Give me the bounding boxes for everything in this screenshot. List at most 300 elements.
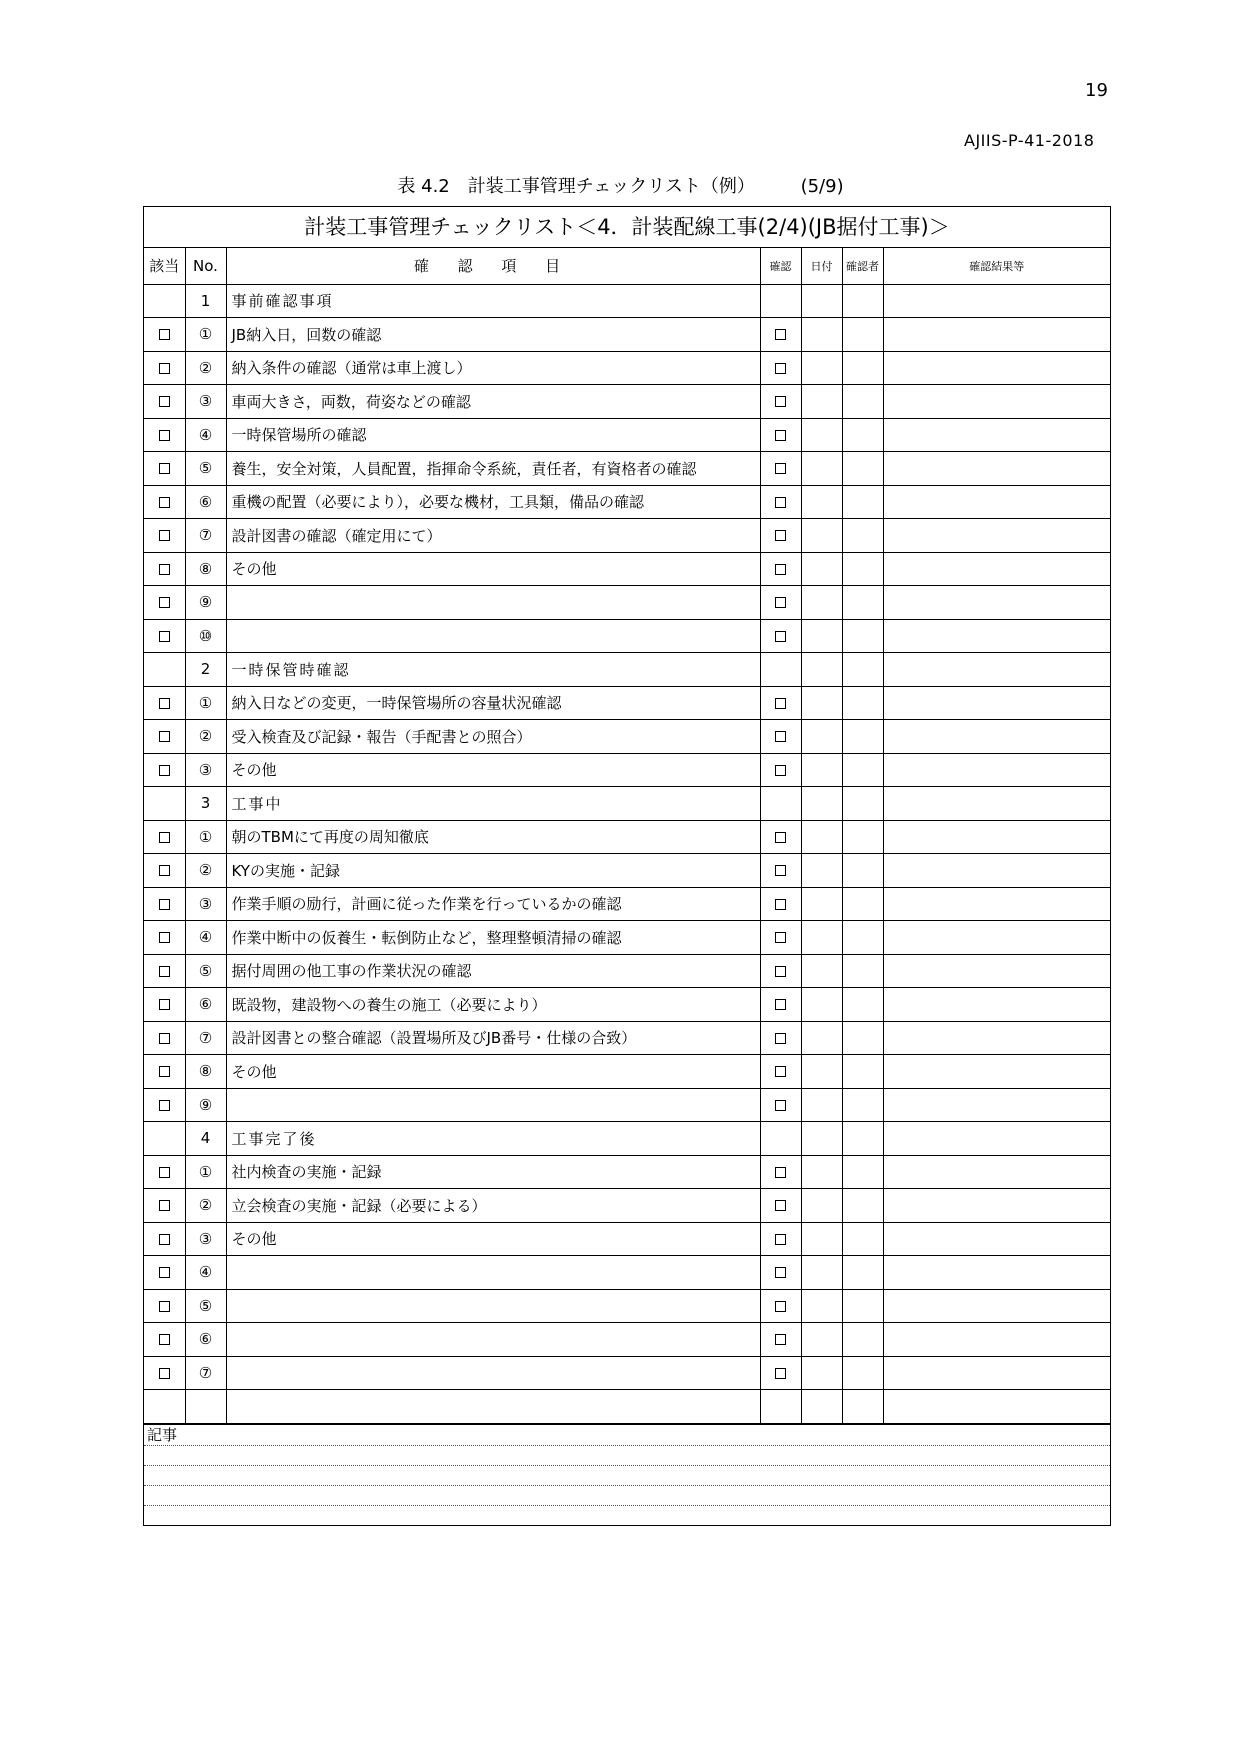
checklist-item-row [144,418,1110,452]
section-number: 4 [185,1122,226,1156]
date-cell[interactable] [801,519,842,553]
confirmer-cell[interactable] [842,988,883,1022]
item-number: ⑨ [185,586,226,620]
confirm-checkbox[interactable] [775,1033,786,1044]
date-cell[interactable] [801,586,842,620]
item-number: ① [185,686,226,720]
result-cell[interactable] [883,351,1110,385]
item-number: ⑦ [185,519,226,553]
confirm-cell [760,452,801,486]
applicable-checkbox[interactable] [159,1066,170,1077]
notes-line[interactable] [144,1465,1110,1485]
document-code: AJIIS-P-41-2018 [964,131,1095,150]
confirm-checkbox[interactable] [775,430,786,441]
result-cell[interactable] [883,1088,1110,1122]
confirm-cell [760,1021,801,1055]
item-text: 養生，安全対策，人員配置，指揮命令系統，責任者，有資格者の確認 [226,452,760,486]
checklist-item-row [144,318,1110,352]
item-number: ⑧ [185,1055,226,1089]
section-title: 工事完了後 [226,1122,760,1156]
result-cell[interactable] [883,1189,1110,1223]
applicable-cell [144,820,185,854]
checklist-item-row [144,1189,1110,1223]
date-cell[interactable] [801,418,842,452]
checklist-item-row [144,720,1110,754]
item-number: ① [185,820,226,854]
checklist-item-row [144,1289,1110,1323]
applicable-checkbox[interactable] [159,396,170,407]
confirm-checkbox[interactable] [775,497,786,508]
result-cell[interactable] [883,921,1110,955]
result-cell[interactable] [883,820,1110,854]
confirmer-cell[interactable] [842,619,883,653]
result-cell[interactable] [883,519,1110,553]
date-cell[interactable] [801,1323,842,1357]
applicable-cell [144,887,185,921]
checklist-item-row [144,854,1110,888]
item-number: ② [185,720,226,754]
result-cell[interactable] [883,954,1110,988]
confirmer-cell[interactable] [842,820,883,854]
date-cell[interactable] [801,1256,842,1290]
result-cell[interactable] [883,854,1110,888]
confirm-cell [760,1256,801,1290]
confirm-cell [760,988,801,1022]
section-title: 工事中 [226,787,760,821]
applicable-checkbox[interactable] [159,1267,170,1278]
checklist-item-row [144,452,1110,486]
confirm-cell [760,385,801,419]
item-text: 設計図書との整合確認（設置場所及びJB番号・仕様の合致） [226,1021,760,1055]
date-cell[interactable] [801,720,842,754]
confirmer-cell[interactable] [842,854,883,888]
confirm-checkbox[interactable] [775,1200,786,1211]
table-caption [0,172,1241,198]
applicable-cell [144,452,185,486]
result-cell[interactable] [883,686,1110,720]
result-cell[interactable] [883,720,1110,754]
applicable-checkbox[interactable] [159,865,170,876]
confirm-cell [760,418,801,452]
section-result-cell [883,787,1110,821]
section-confirmer-cell [842,284,883,318]
blank-cell [883,1390,1110,1424]
confirm-cell [760,318,801,352]
applicable-checkbox[interactable] [159,731,170,742]
confirm-checkbox[interactable] [775,698,786,709]
section-date-cell [801,1122,842,1156]
col-item: 確 認 項 目 [226,248,760,284]
checklist-item-row [144,619,1110,653]
checklist-item-row [144,921,1110,955]
confirm-cell [760,1222,801,1256]
applicable-checkbox[interactable] [159,999,170,1010]
confirm-checkbox[interactable] [775,1368,786,1379]
confirm-cell [760,854,801,888]
applicable-cell [144,954,185,988]
confirmer-cell[interactable] [842,1021,883,1055]
item-number: ③ [185,385,226,419]
date-cell[interactable] [801,318,842,352]
applicable-cell [144,1055,185,1089]
date-cell[interactable] [801,351,842,385]
result-cell[interactable] [883,1323,1110,1357]
applicable-checkbox[interactable] [159,463,170,474]
date-cell[interactable] [801,385,842,419]
item-number: ⑥ [185,988,226,1022]
result-cell[interactable] [883,452,1110,486]
item-number: ⑤ [185,452,226,486]
confirm-checkbox[interactable] [775,396,786,407]
result-cell[interactable] [883,887,1110,921]
date-cell[interactable] [801,1222,842,1256]
confirmer-cell[interactable] [842,921,883,955]
confirmer-cell[interactable] [842,1256,883,1290]
applicable-checkbox[interactable] [159,1234,170,1245]
item-text: その他 [226,753,760,787]
checklist-item-row [144,820,1110,854]
section-result-cell [883,1122,1110,1156]
applicable-checkbox[interactable] [159,966,170,977]
notes-line[interactable] [144,1505,1110,1525]
confirmer-cell[interactable] [842,385,883,419]
item-text: 納入日などの変更，一時保管場所の容量状況確認 [226,686,760,720]
item-text [226,1256,760,1290]
confirmer-cell[interactable] [842,318,883,352]
item-number: ④ [185,921,226,955]
section-number: 1 [185,284,226,318]
date-cell[interactable] [801,820,842,854]
date-cell[interactable] [801,1356,842,1390]
applicable-checkbox[interactable] [159,597,170,608]
confirm-checkbox[interactable] [775,1066,786,1077]
item-text: 朝のTBMにて再度の周知徹底 [226,820,760,854]
result-cell[interactable] [883,1289,1110,1323]
item-number: ⑨ [185,1088,226,1122]
item-number: ⑤ [185,954,226,988]
section-confirm-cell [760,787,801,821]
confirm-checkbox[interactable] [775,966,786,977]
confirm-checkbox[interactable] [775,597,786,608]
date-cell[interactable] [801,1155,842,1189]
confirmer-cell[interactable] [842,552,883,586]
applicable-checkbox[interactable] [159,1200,170,1211]
checklist-item-row [144,385,1110,419]
result-cell[interactable] [883,1055,1110,1089]
item-text: 既設物，建設物への養生の施工（必要により） [226,988,760,1022]
date-cell[interactable] [801,552,842,586]
table-caption-part: (5/9) [800,176,844,197]
confirm-cell [760,1323,801,1357]
section-applicable-cell [144,1122,185,1156]
applicable-checkbox[interactable] [159,832,170,843]
item-text: 車両大きさ，両数，荷姿などの確認 [226,385,760,419]
confirm-checkbox[interactable] [775,731,786,742]
applicable-checkbox[interactable] [159,329,170,340]
confirmer-cell[interactable] [842,720,883,754]
applicable-cell [144,854,185,888]
section-number: 3 [185,787,226,821]
col-date: 日付 [801,248,842,284]
confirm-checkbox[interactable] [775,631,786,642]
applicable-cell [144,619,185,653]
result-cell[interactable] [883,1356,1110,1390]
date-cell[interactable] [801,686,842,720]
confirm-checkbox[interactable] [775,1301,786,1312]
applicable-checkbox[interactable] [159,1334,170,1345]
item-text [226,586,760,620]
confirmer-cell[interactable] [842,586,883,620]
item-text: 受入検査及び記録・報告（手配書との照合） [226,720,760,754]
confirm-checkbox[interactable] [775,765,786,776]
date-cell[interactable] [801,753,842,787]
confirm-checkbox[interactable] [775,832,786,843]
applicable-checkbox[interactable] [159,899,170,910]
checklist-item-row [144,1256,1110,1290]
confirm-cell [760,887,801,921]
item-number: ⑦ [185,1356,226,1390]
confirmer-cell[interactable] [842,1055,883,1089]
table-caption-label: 表 4.2 計装工事管理チェックリスト（例） [397,176,755,197]
result-cell[interactable] [883,1155,1110,1189]
applicable-cell [144,1222,185,1256]
checklist-item-row [144,1021,1110,1055]
date-cell[interactable] [801,854,842,888]
item-text [226,619,760,653]
result-cell[interactable] [883,485,1110,519]
item-number: ① [185,1155,226,1189]
confirm-cell [760,519,801,553]
applicable-cell [144,485,185,519]
blank-cell [144,1390,185,1424]
section-title: 一時保管時確認 [226,653,760,687]
confirm-checkbox[interactable] [775,463,786,474]
confirmer-cell[interactable] [842,519,883,553]
confirmer-cell[interactable] [842,351,883,385]
section-result-cell [883,653,1110,687]
result-cell[interactable] [883,1021,1110,1055]
confirmer-cell[interactable] [842,686,883,720]
confirm-checkbox[interactable] [775,530,786,541]
applicable-cell [144,318,185,352]
section-confirm-cell [760,653,801,687]
date-cell[interactable] [801,954,842,988]
applicable-checkbox[interactable] [159,1167,170,1178]
date-cell[interactable] [801,619,842,653]
confirmer-cell[interactable] [842,954,883,988]
confirm-checkbox[interactable] [775,865,786,876]
applicable-checkbox[interactable] [159,1301,170,1312]
applicable-cell [144,418,185,452]
item-text [226,1323,760,1357]
item-number: ⑦ [185,1021,226,1055]
blank-cell [760,1390,801,1424]
section-result-cell [883,284,1110,318]
section-confirm-cell [760,284,801,318]
section-applicable-cell [144,653,185,687]
item-number: ⑥ [185,1323,226,1357]
applicable-checkbox[interactable] [159,1368,170,1379]
confirm-checkbox[interactable] [775,564,786,575]
checklist-body [144,284,1110,1423]
item-text: その他 [226,552,760,586]
result-cell[interactable] [883,988,1110,1022]
date-cell[interactable] [801,921,842,955]
confirm-cell [760,954,801,988]
confirmer-cell[interactable] [842,1155,883,1189]
date-cell[interactable] [801,1289,842,1323]
item-text [226,1088,760,1122]
item-number: ② [185,854,226,888]
confirmer-cell[interactable] [842,753,883,787]
confirmer-cell[interactable] [842,1356,883,1390]
confirm-cell [760,619,801,653]
applicable-cell [144,1323,185,1357]
confirm-checkbox[interactable] [775,1167,786,1178]
checklist-item-row [144,519,1110,553]
col-confirm: 確認 [760,248,801,284]
blank-cell [185,1390,226,1424]
item-text: 立会検査の実施・記録（必要による） [226,1189,760,1223]
item-text: その他 [226,1055,760,1089]
checklist-item-row [144,988,1110,1022]
applicable-cell [144,1289,185,1323]
notes-line[interactable] [144,1445,1110,1465]
applicable-checkbox[interactable] [159,631,170,642]
section-row [144,284,1110,318]
checklist-item-row [144,1222,1110,1256]
checklist-item-row [144,586,1110,620]
result-cell[interactable] [883,1222,1110,1256]
confirm-checkbox[interactable] [775,329,786,340]
item-text: JB納入日，回数の確認 [226,318,760,352]
blank-cell [842,1390,883,1424]
confirm-cell [760,351,801,385]
section-number: 2 [185,653,226,687]
item-text: 作業手順の励行，計画に従った作業を行っているかの確認 [226,887,760,921]
section-date-cell [801,284,842,318]
date-cell[interactable] [801,988,842,1022]
confirmer-cell[interactable] [842,887,883,921]
applicable-checkbox[interactable] [159,430,170,441]
confirm-cell [760,720,801,754]
confirmer-cell[interactable] [842,1222,883,1256]
confirm-cell [760,586,801,620]
confirmer-cell[interactable] [842,418,883,452]
confirm-cell [760,820,801,854]
checklist-item-row [144,753,1110,787]
applicable-cell [144,720,185,754]
confirm-checkbox[interactable] [775,1234,786,1245]
sheet-title: 計装工事管理チェックリスト＜4．計装配線工事(2/4)(JB据付工事)＞ [144,207,1110,248]
section-applicable-cell [144,284,185,318]
applicable-checkbox[interactable] [159,530,170,541]
result-cell[interactable] [883,318,1110,352]
date-cell[interactable] [801,452,842,486]
item-number: ⑤ [185,1289,226,1323]
date-cell[interactable] [801,1021,842,1055]
confirm-checkbox[interactable] [775,1267,786,1278]
applicable-checkbox[interactable] [159,932,170,943]
item-number: ④ [185,418,226,452]
result-cell[interactable] [883,586,1110,620]
applicable-checkbox[interactable] [159,497,170,508]
confirm-checkbox[interactable] [775,363,786,374]
result-cell[interactable] [883,552,1110,586]
applicable-checkbox[interactable] [159,1100,170,1111]
date-cell[interactable] [801,887,842,921]
checklist-item-row [144,1088,1110,1122]
result-cell[interactable] [883,619,1110,653]
blank-row [144,1390,1110,1424]
date-cell[interactable] [801,1055,842,1089]
applicable-checkbox[interactable] [159,564,170,575]
checklist-item-row [144,1356,1110,1390]
item-text: KYの実施・記録 [226,854,760,888]
blank-cell [226,1390,760,1424]
confirm-checkbox[interactable] [775,1334,786,1345]
confirm-cell [760,1189,801,1223]
applicable-cell [144,686,185,720]
confirm-cell [760,1155,801,1189]
result-cell[interactable] [883,753,1110,787]
section-applicable-cell [144,787,185,821]
confirmer-cell[interactable] [842,452,883,486]
confirm-checkbox[interactable] [775,899,786,910]
section-row [144,1122,1110,1156]
confirm-checkbox[interactable] [775,1100,786,1111]
item-text [226,1289,760,1323]
confirmer-cell[interactable] [842,1189,883,1223]
item-number: ③ [185,1222,226,1256]
notes-label: 記事 [147,1425,178,1444]
applicable-checkbox[interactable] [159,1033,170,1044]
confirmer-cell[interactable] [842,1323,883,1357]
col-no: No. [185,248,226,284]
applicable-cell [144,385,185,419]
notes-line[interactable] [144,1485,1110,1505]
applicable-cell [144,1189,185,1223]
checklist-item-row [144,887,1110,921]
col-confirmer: 確認者 [842,248,883,284]
item-number: ⑥ [185,485,226,519]
result-cell[interactable] [883,418,1110,452]
confirmer-cell[interactable] [842,1289,883,1323]
checklist-item-row [144,351,1110,385]
applicable-checkbox[interactable] [159,363,170,374]
applicable-cell [144,1155,185,1189]
confirm-checkbox[interactable] [775,932,786,943]
applicable-checkbox[interactable] [159,698,170,709]
result-cell[interactable] [883,385,1110,419]
result-cell[interactable] [883,1256,1110,1290]
confirm-cell [760,552,801,586]
confirmer-cell[interactable] [842,1088,883,1122]
date-cell[interactable] [801,1189,842,1223]
applicable-checkbox[interactable] [159,765,170,776]
section-confirm-cell [760,1122,801,1156]
applicable-cell [144,753,185,787]
checklist-item-row [144,954,1110,988]
confirm-checkbox[interactable] [775,999,786,1010]
applicable-cell [144,1256,185,1290]
item-number: ③ [185,753,226,787]
col-result: 確認結果等 [883,248,1110,284]
date-cell[interactable] [801,1088,842,1122]
date-cell[interactable] [801,485,842,519]
confirmer-cell[interactable] [842,485,883,519]
confirm-cell [760,1289,801,1323]
